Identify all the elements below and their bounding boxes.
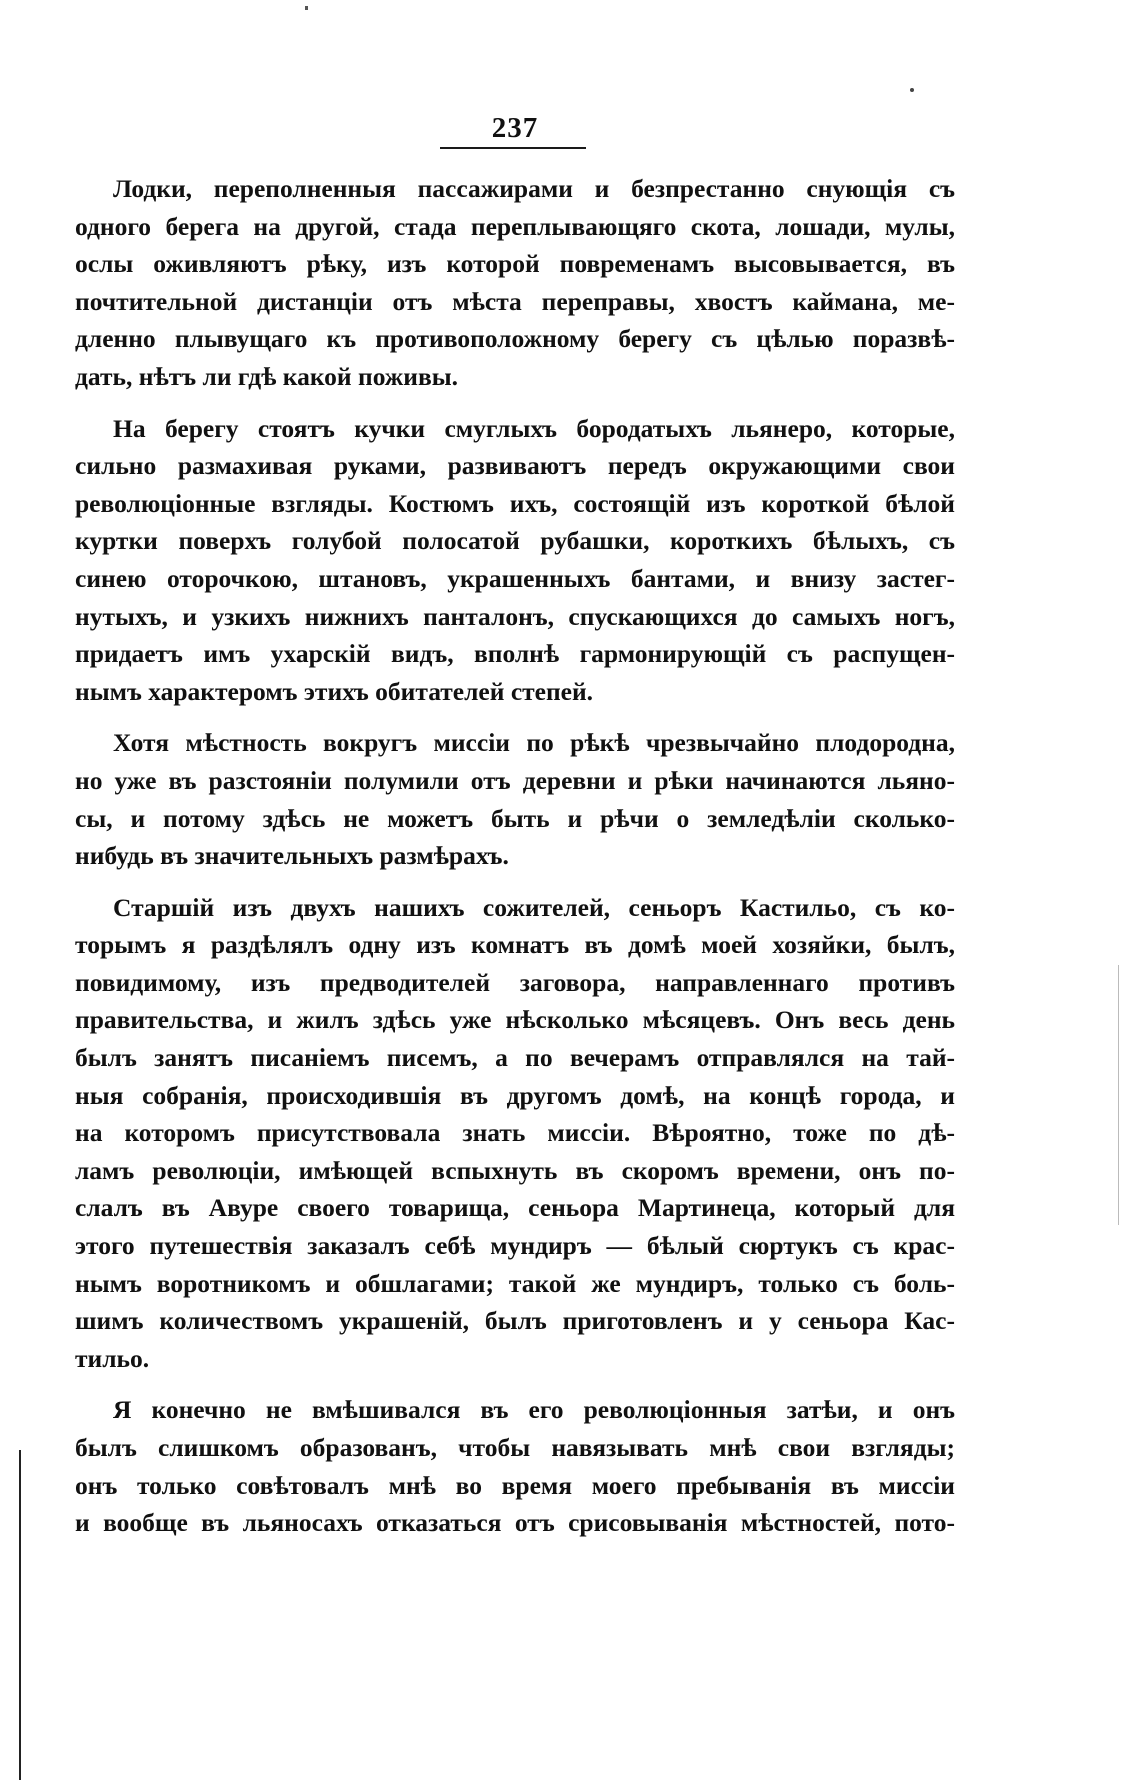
scan-margin-line [1118,965,1119,1225]
text-line: нибудь въ значительныхъ размѣрахъ. [75,841,509,871]
text-line: сильно размахивая руками, развиваютъ передъ окружающими свои [75,451,955,481]
text-line: но уже въ разстояніи полумили отъ деревни и рѣки начинаются льяно- [75,765,955,795]
text-line: куртки поверхъ голубой полосатой рубашки, короткихъ бѣлыхъ, съ [75,526,955,556]
text-line: одного берега на другой, стада переплывающяго скота, лошади, мулы, [75,211,955,241]
text-line: Лодки, переполненныя пассажирами и безпрестанно снующія съ [113,174,955,203]
paragraph [75,889,955,1378]
scan-margin-line [19,1450,21,1780]
text-line: слалъ въ Авуре своего товарища, сеньора Мартинеца, который для [75,1193,955,1223]
text-line: и вообще въ льяносахъ отказаться отъ срисовыванія мѣстностей, пото- [75,1508,955,1538]
text-line: почтительной дистанціи отъ мѣста переправы, хвостъ каймана, ме- [75,286,955,316]
text-line: былъ занятъ писаніемъ писемъ, а по вечерамъ отправлялся на тай- [75,1043,955,1073]
text-line: нымъ характеромъ этихъ обитателей степей. [75,676,594,706]
text-line: На берегу стоятъ кучки смуглыхъ бородатыхъ льянеро, которые, [113,413,955,443]
text-line: Я конечно не вмѣшивался въ его революціонныя затѣи, и онъ [113,1395,955,1425]
paragraph [75,1391,955,1541]
text-line: революціонные взгляды. Костюмъ ихъ, состоящій изъ короткой бѣлой [75,488,955,518]
text-line: нутыхъ, и узкихъ нижнихъ панталонъ, спускающихся до самыхъ ногъ, [75,601,955,631]
text-line: на которомъ присутствовала знать миссіи. Вѣроятно, тоже по дѣ- [75,1118,955,1148]
text-line: ламъ революціи, имѣющей вспыхнуть въ скоромъ времени, онъ по- [75,1155,955,1185]
page-number: 237 [491,112,539,144]
body-text [75,170,955,1556]
paragraph [75,410,955,711]
text-line: былъ слишкомъ образованъ, чтобы навязывать мнѣ свои взгляды; [75,1433,955,1462]
text-line: повидимому, изъ предводителей заговора, направленнаго противъ [75,967,955,997]
text-line: дленно плывущаго къ противоположному берегу съ цѣлью поразвѣ- [75,324,955,354]
text-line: шимъ количествомъ украшеній, былъ приготовленъ и у сеньора Кас- [75,1306,955,1336]
paragraph [75,170,955,396]
ink-speck [305,6,308,10]
text-line: ослы оживляютъ рѣку, изъ которой повременамъ высовывается, въ [75,249,955,279]
header-rule [440,147,586,149]
text-line: дать, нѣтъ ли гдѣ какой поживы. [75,361,459,391]
text-line: Хотя мѣстность вокругъ миссіи по рѣкѣ чрезвычайно плодородна, [113,728,955,758]
ink-speck [910,88,914,92]
text-line: торымъ я раздѣлялъ одну изъ комнатъ въ домѣ моей хозяйки, былъ, [75,930,955,960]
text-line: ныя собранія, происходившія въ другомъ домѣ, на концѣ города, и [75,1080,955,1110]
text-line: правительства, и жилъ здѣсь уже нѣсколько мѣсяцевъ. Онъ весь день [75,1005,955,1035]
text-line: Старшій изъ двухъ нашихъ сожителей, сеньоръ Кастильо, съ ко- [113,892,955,922]
text-line: нымъ воротникомъ и обшлагами; такой же мундиръ, только съ боль- [75,1268,955,1298]
paragraph [75,724,955,874]
text-line: синею оторочкою, штановъ, украшенныхъ бантами, и внизу застег- [75,563,955,593]
text-line: онъ только совѣтовалъ мнѣ во время моего пребыванія въ миссіи [75,1470,955,1500]
text-line: этого путешествія заказалъ себѣ мундиръ — бѣлый сюртукъ съ крас- [75,1231,955,1261]
text-line: сы, и потому здѣсь не можетъ быть и рѣчи о земледѣліи сколько- [75,803,955,833]
text-line: придаетъ имъ ухарскій видъ, вполнѣ гармонирующій съ распущен- [75,639,955,669]
text-line: тильо. [75,1343,150,1373]
